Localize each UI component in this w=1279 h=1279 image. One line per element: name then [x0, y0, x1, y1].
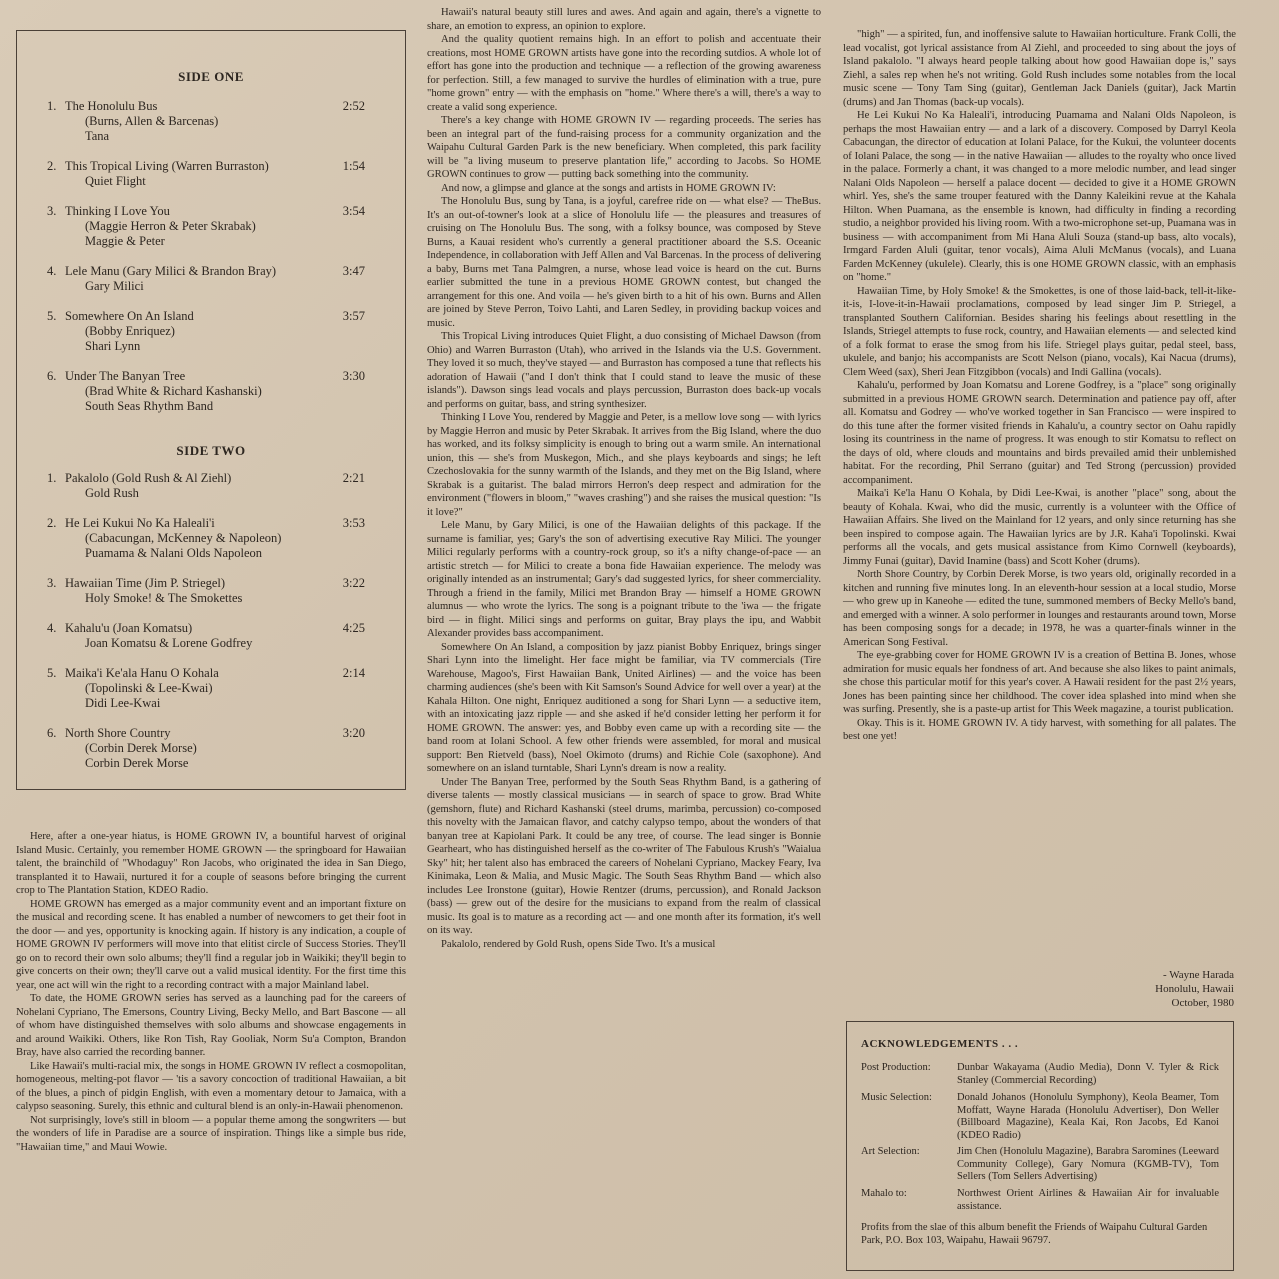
track-heading-line [47, 471, 375, 486]
track-title: Under The Banyan Tree [65, 369, 186, 383]
track-heading-line [47, 726, 375, 741]
track-artist: Maggie & Peter [85, 234, 165, 248]
liner-paragraph: Lele Manu, by Gary Milici, is one of the Hawaiian delights of this package. If the surname is familiar, yes; Gary's the son of advertising executive Ray Milici. The younger Milici regularly performs with a country-rock group, so it's a nifty change-of-pace — an artistic stretch — for Milici to create a bona fide Hawaiian experience. The melody was originally intended as an instrumental; Gary's dad suggested lyrics, for sheer commerciality. Through a friend in the family, Milici met Brandon Bray — himself a HOME GROWN alumnus — who wrote the lyrics. The song is a poignant tribute to the 'iwa — the frigate bird — in flight. Milici sings and performs on guitar, Bray plays the ipu, and Wabbit Alexander provides bass accompaniment. [427, 520, 821, 639]
liner-paragraph: HOME GROWN has emerged as a major community event and an important fixture on the musical and recording scene. It has enabled a number of newcomers to get their foot in the door — and yes, opportunity is knocking again. If history is any indication, a couple of HOME GROWN IV performers will move into that elitist circle of Success Stories. They'll go on to record their own solo albums; they'll find a regular job in Waikiki; they'll begin to give concerts on their own; they'll carve out a valid musical identity. For the first time this year, one act will win the right to a recording contract with a major Mainland label. [16, 898, 406, 991]
track-artist: Gary Milici [85, 279, 144, 293]
liner-paragraph: North Shore Country, by Corbin Derek Morse, is two years old, originally recorded in a kitchen and running five minutes long. In an eleventh-hour session at a local studio, Morse — who grew up in Kaneohe — edited the tune, summoned members of Becky Mello's band, and emerged with a winner. A solo performer in lounges and restaurants around town, Morse has been composing songs for a decade; in 1978, he was a quarter-finals winner in the American Song Festival. [843, 569, 1236, 648]
track-number: 3. [47, 576, 57, 590]
track-title: Lele Manu (Gary Milici & Brandon Bray) [65, 264, 277, 278]
track-heading-line [47, 576, 375, 591]
track-artist: South Seas Rhythm Band [85, 399, 214, 413]
liner-paragraph: Hawaii's natural beauty still lures and awes. And again and again, there's a vignette to share, an emotion to express, an opinion to explore. [427, 7, 821, 32]
track-heading-line [47, 516, 375, 531]
track-title: The Honolulu Bus [65, 99, 158, 113]
track-item [47, 726, 375, 771]
track-credits: (Cabacungan, McKenney & Napoleon) [85, 531, 282, 545]
track-heading-line [47, 621, 375, 636]
acknowledgements-title: ACKNOWLEDGEMENTS . . . [861, 1038, 1019, 1050]
track-title: This Tropical Living (Warren Burraston) [65, 159, 269, 173]
track-credits: (Topolinski & Lee-Kwai) [85, 681, 213, 695]
track-credits: (Bobby Enriquez) [85, 324, 175, 338]
track-item [47, 471, 375, 501]
track-title: North Shore Country [65, 726, 171, 740]
liner-paragraph: The Honolulu Bus, sung by Tana, is a joyful, carefree ride on — what else? — TheBus. It's an out-of-towner's look at a slice of Honolulu life — the pleasures and treasures of cruising on The Honolulu Bus. The song, with a folksy bounce, was composed by Steve Burns, a Kauai resident who's currently a general practitioner aboard the S.S. Oceanic Independence, in collaboration with Jeff Allen and Val Barcenas. In the process of delivering a baby, Burns met Tana Palmgren, a nurse, whose lead voice is heard on the cut. Burns earlier submitted the tune in a previous HOME GROWN contest, but changed the arrangement for this one. And voila — he's given birth to a hit of his own. Burns and Allen are joined by Steve Perron, Toivo Lahti, and Laren Sedley, in providing backup voices and music. [427, 196, 821, 329]
track-heading-line [47, 309, 375, 324]
track-duration: 2:21 [342, 471, 365, 485]
tracklist-box [16, 30, 406, 790]
author-signature [1100, 968, 1234, 1010]
ack-value: Northwest Orient Airlines & Hawaiian Air for invaluable assistance. [957, 1188, 1219, 1212]
ack-value: Dunbar Wakayama (Audio Media), Donn V. Tyler & Rick Stanley (Commercial Recording) [957, 1062, 1219, 1086]
signature-name: - Wayne Harada [1163, 969, 1234, 981]
track-artist: Quiet Flight [85, 174, 146, 188]
track-heading-line [47, 369, 375, 384]
ack-label: Art Selection: [861, 1146, 920, 1157]
ack-label: Mahalo to: [861, 1188, 907, 1199]
track-item [47, 666, 375, 711]
side-one-heading: SIDE ONE [178, 69, 244, 84]
track-artist: Tana [85, 129, 110, 143]
track-item [47, 204, 375, 249]
ack-label: Music Selection: [861, 1092, 932, 1103]
track-title: He Lei Kukui No Ka Haleali'i [65, 516, 215, 530]
track-duration: 4:25 [342, 621, 365, 635]
liner-paragraph: Not surprisingly, love's still in bloom — a popular theme among the songwriters — but the wonders of life in Paradise are a source of inspiration. Things like a simple bus ride, "Hawaiian time," and Maui Wowie. [16, 1114, 406, 1153]
track-item [47, 516, 375, 561]
liner-paragraph: Hawaiian Time, by Holy Smoke! & the Smokettes, is one of those laid-back, tell-it-like-it-is, I-love-it-in-Hawaii proclamations, composed by lead singer Jim P. Striegel, a transplanted Southern Californian. Besides sharing his feelings about resettling in the Islands, Striegel attempts to fuse rock, country, and Hawaiian elements — and selected kind of a folk format to erase the smog from his life. Striegel plays guitar, pedal steel, bass, ukulele, and banjo; his accompanists are Scott Nelson (piano, vocals), Kai Nacua (drums), Clem Weed (sax), Sheri Jean Fitzgibbon (vocals) and Indi Gallina (vocals). [843, 285, 1236, 378]
track-duration: 3:47 [342, 264, 365, 278]
track-item [47, 576, 375, 606]
track-number: 1. [47, 471, 57, 485]
acknowledgements-box [846, 1021, 1234, 1271]
liner-notes-column-3 [843, 28, 1236, 744]
liner-paragraph: Kahalu'u, performed by Joan Komatsu and Lorene Godfrey, is a "place" song originally submitted in a previous HOME GROWN search. Determination and patience pay off, after all. Komatsu and Godrey — who've worked together in San Francisco — were inspired to do this tune after the former visited friends in Kahalu'u, a country sector on Oahu rapidly losing its countriness in the name of progress. It was enough to stir Komatsu to reflect on the days of old, where clouds and mountains and birds prevailed amid their unblemished habitat. For the recording, Phil Serrano (guitar) and Ted Strong (percussion) provided accompaniment. [843, 380, 1236, 486]
track-item [47, 264, 375, 294]
track-credits: (Brad White & Richard Kashanski) [85, 384, 262, 398]
track-title: Thinking I Love You [65, 204, 170, 218]
liner-paragraph: The eye-grabbing cover for HOME GROWN IV is a creation of Bettina B. Jones, whose admiration for music equals her fondness of art. And because she also likes to paint animals, she chose this particular motif for this year's cover. A Hawaii resident for the past 2½ years, Jones has been painting since her childhood. The cover idea splashed into mind when she was surfing. Presently, she is a paste-up artist for This Week magazine, a tourist publication. [843, 650, 1236, 715]
track-number: 6. [47, 726, 57, 740]
liner-paragraph: "high" — a spirited, fun, and inoffensive salute to Hawaiian horticulture. Frank Colli, the lead vocalist, got lyrical assistance from Al Ziehl, and proceeded to sing about the joys of Island pakalolo. "I always heard people talking about how good Hawaiian dope is," says Ziehl, a sales rep when he's not writing. Gold Rush includes some notables from the local music scene — Tony Tam Sing (guitar), Gentleman Jack Daniels (guitar), Jack Martin (drums) and Jan Thomas (back-up vocals). [843, 29, 1236, 108]
liner-paragraph: Under The Banyan Tree, performed by the South Seas Rhythm Band, is a gathering of diverse talents — mostly classical musicians — in search of space to grow. Brad White (gemshorn, flute) and Richard Kashanski (steel drums, marimba, percussion) co-composed this novelty with the Jamaican flavor, and catchy calypso tempo, about the wonders of that banyan tree at Kapiolani Park. It could be any tree, of course. The lead singer is Bonnie Gearheart, who has distinguished herself as the co-writer of The Fabulous Krush's "Waialua Sky" hit; her talent also has embraced the careers of Nohelani Cypriano, Mackey Feary, Iva Kinimaka, Leon & Malia, and Music Magic. The South Seas Rhythm Band — which also includes Lee Ironstone (guitar), Howie Rentzer (drums, percussion), and Ronald Jackson (bass) — grew out of the desire for the musicians to expand from the realm of classical music. Its goal is to mature as a recording act — and one month after its formation, it's well on its way. [427, 776, 821, 936]
liner-paragraph: Pakalolo, rendered by Gold Rush, opens Side Two. It's a musical [441, 938, 716, 950]
side-two-heading: SIDE TWO [176, 443, 246, 458]
ack-label: Post Production: [861, 1062, 931, 1073]
signature-location: Honolulu, Hawaii [1155, 983, 1234, 995]
track-duration: 1:54 [342, 159, 365, 173]
track-number: 5. [47, 309, 57, 323]
track-title: Pakalolo (Gold Rush & Al Ziehl) [65, 471, 232, 485]
track-credits: (Corbin Derek Morse) [85, 741, 197, 755]
side-one-tracks [47, 99, 375, 429]
track-title: Kahalu'u (Joan Komatsu) [65, 621, 193, 635]
track-duration: 3:54 [342, 204, 365, 218]
track-number: 5. [47, 666, 57, 680]
track-duration: 3:30 [342, 369, 365, 383]
track-artist: Joan Komatsu & Lorene Godfrey [85, 636, 253, 650]
track-artist: Shari Lynn [85, 339, 141, 353]
track-duration: 3:57 [342, 309, 365, 323]
track-artist: Corbin Derek Morse [85, 756, 189, 770]
track-title: Somewhere On An Island [65, 309, 194, 323]
liner-paragraph: And now, a glimpse and glance at the songs and artists in HOME GROWN IV: [441, 182, 776, 194]
track-item [47, 159, 375, 189]
track-number: 3. [47, 204, 57, 218]
track-number: 2. [47, 516, 57, 530]
liner-notes-column-2 [427, 6, 821, 951]
liner-paragraph: Here, after a one-year hiatus, is HOME GROWN IV, a bountiful harvest of original Island Music. Certainly, you remember HOME GROWN — the springboard for Hawaiian talent, the brainchild of "Whodaguy" Ron Jacobs, who originated the idea in San Diego, transplanted it to Hawaii, nurtured it for a couple of seasons before bringing the current crop to The Plantation Station, KDEO Radio. [16, 831, 406, 896]
track-item [47, 309, 375, 354]
track-heading-line [47, 99, 375, 114]
track-heading-line [47, 159, 375, 174]
track-heading-line [47, 666, 375, 681]
track-credits: (Burns, Allen & Barcenas) [85, 114, 219, 128]
track-credits: (Maggie Herron & Peter Skrabak) [85, 219, 256, 233]
track-number: 6. [47, 369, 57, 383]
track-duration: 3:20 [342, 726, 365, 740]
side-two-tracks [47, 471, 375, 786]
track-number: 1. [47, 99, 57, 113]
track-duration: 2:14 [342, 666, 365, 680]
liner-paragraph: Thinking I Love You, rendered by Maggie and Peter, is a mellow love song — with lyrics by Maggie Herron and music by Peter Skrabak. It arrives from the Big Island, where the duo has worked, and its folksy simplicity is enough to bring out a warm smile. An international union, this — she's from Muskegon, Mich., and she plays keyboards and sings; he left Czechoslovakia for the sunny warmth of the Islands, and they met on the Big Island, where Skrabak is a guitarist. The balad mirrors Herron's deep respect and admiration for the environment ("flowers in bloom," "waves crashing") and she raises the musical question: "Is it love?" [427, 412, 822, 518]
liner-paragraph: To date, the HOME GROWN series has served as a launching pad for the careers of Nohelani Cypriano, The Emersons, Country Living, Becky Mello, and Bart Bascone — all of whom have distinguished themselves with solo albums and showcase engagements in and around Waikiki. Others, like Ron Tish, Ray Gooliak, Norm Su'a Compton, Brandon Bray, have also carried the recording banner. [16, 993, 406, 1058]
track-duration: 2:52 [342, 99, 365, 113]
liner-paragraph: This Tropical Living introduces Quiet Flight, a duo consisting of Michael Dawson (from Ohio) and Warren Burraston (Utah), who arrived in the Islands via the U.S. Government. They loved it so much, they've stayed — and Burraston has composed a tune that reflects his adoration of Hawaii ("and I don't think that I could stand to leave the music of these islands"). Dawson sings lead vocals and plays percussion, Burraston does back-up vocals and performs on guitar, bass, and string synthesizer. [427, 331, 821, 410]
track-heading-line [47, 204, 375, 219]
ack-footer: Profits from the slae of this album benefit the Friends of Waipahu Cultural Garden Park, P.O. Box 103, Waipahu, Hawaii 96797. [861, 1222, 1208, 1246]
ack-value: Jim Chen (Honolulu Magazine), Barabra Saromines (Leeward Community College), Gary Nomura (KGMB-TV), Tom Sellers (Tom Sellers Advertising) [957, 1146, 1219, 1182]
liner-paragraph: Maika'i Ke'la Hanu O Kohala, by Didi Lee-Kwai, is another "place" song, about the beauty of Kohala. Kwai, who did the music, currently is a volunteer with the Office of Hawaiian Affairs. She lived on the Mainland for 12 years, and only since returning has she been inspired to compose again. The Hawaiian lyrics are by J.R. Kaha'i Topolinski. Kwai performs all the vocals, and gets musical assistance from Kimo Cornwell (keyboards), Jimmy Funai (guitar), David Inamine (bass) and Scott Koher (drums). [843, 488, 1236, 567]
liner-paragraph: He Lei Kukui No Ka Haleali'i, introducing Puamama and Nalani Olds Napoleon, is perhaps the most Hawaiian entry — and a lark of a discovery. Composed by Darryl Keola Cabacungan, the director of education at Iolani Palace, for the Kukui, the volunteer docents of Iolani Palace, the song — in the native Hawaiian — alludes to the royalty who once lived in the palace. Formerly a chant, it was changed to a more melodic number, and lead singer Nalani Olds Napoleon — herself a palace docent — decided to give it a HOME GROWN whirl. Yes, she's the same trouper featured with the Danny Kaleikini revue at the Kahala Hilton. When Puamana, as the ensemble is known, had difficulty in finding a recording studio, a neighbor provided his living room. With a two-microphone set-up, Puamana was in business — with accompaniment from Mi Hana Aluli Souza (stand-up bass, alto vocals), Irmgard Farden Aluli (guitar, tenor vocals), Aima Aluli McManus (vocals), and Luana Farden McKenney (ukulele). Clearly, this is one HOME GROWN classic, with an emphasis on "home." [843, 110, 1236, 283]
liner-paragraph: There's a key change with HOME GROWN IV — regarding proceeds. The series has been an integral part of the fund-raising process for a community organization and the Waipahu Cultural Garden Park is the new beneficiary. When completed, this park facility will be "a living museum to preserve plantation life," according to Jacobs. So HOME GROWN continues to grow — putting back something into the community. [427, 115, 821, 180]
track-number: 4. [47, 621, 57, 635]
liner-paragraph: Somewhere On An Island, a composition by jazz pianist Bobby Enriquez, brings singer Shari Lynn into the limelight. Her face might be familiar, via TV commercials (Tire Warehouse, Magoo's, First Hawaiian Bank, United Airlines) — and the voice has been charming audiences (she's been with Kit Samson's Sound Advice for well over a year) at the Kahala Hilton. One night, Enriquez auditioned a song for Shari Lynn — a seductive item, with an intoxicating jazz ripple — and she asked if he'd consider letting her perform it for HOME GROWN. The answer: yes, and Bobby even came up with a recording site — the band room at Iolani School. A few other friends were assembled, for moral and musical support: Ben Rietveld (bass), Noel Okimoto (drums) and Richie Cole (saxophone). And somewhere on an island turntable, Shari Lynn's dream is now a reality. [427, 641, 821, 774]
signature-date: October, 1980 [1171, 997, 1234, 1009]
liner-notes-column-1 [16, 830, 406, 1154]
track-artist: Gold Rush [85, 486, 139, 500]
track-item [47, 369, 375, 414]
track-item [47, 99, 375, 144]
track-title: Maika'i Ke'ala Hanu O Kohala [65, 666, 219, 680]
liner-paragraph: Okay. This is it. HOME GROWN IV. A tidy harvest, with something for all palates. The best one yet! [843, 717, 1236, 742]
track-number: 4. [47, 264, 57, 278]
track-artist: Holy Smoke! & The Smokettes [85, 591, 243, 605]
track-artist: Didi Lee-Kwai [85, 696, 161, 710]
track-duration: 3:53 [342, 516, 365, 530]
ack-value: Donald Johanos (Honolulu Symphony), Keola Beamer, Tom Moffatt, Wayne Harada (Honolulu Advertiser), Don Weller (Billboard Magazine), Keala Kai, Ron Jacobs, Ed Kanoi (KDEO Radio) [957, 1092, 1219, 1141]
track-title: Hawaiian Time (Jim P. Striegel) [65, 576, 226, 590]
track-item [47, 621, 375, 651]
track-duration: 3:22 [342, 576, 365, 590]
liner-paragraph: Like Hawaii's multi-racial mix, the songs in HOME GROWN IV reflect a cosmopolitan, homogeneous, melting-pot flavor — 'tis a savory concoction of traditional Hawaiian, a bit of the blues, a pinch of pidgin English, with even a momentary detour to Jamaica, with a calypso seasoning. Surely, this ethnic and cultural blend is an only-in-Hawaii phenomenon. [16, 1060, 406, 1112]
liner-paragraph: And the quality quotient remains high. In an effort to polish and accentuate their creations, most HOME GROWN artists have gone into the recording sutdios. A whole lot of effort has gone into the production and technique — a reflection of the growing awareness for perfection. Still, a few managed to survive the hurdles of elimination with a true, pure "home grown" entry — with the emphasis on "home." Where there's a will, there's a way to create a valid song experience. [427, 34, 821, 113]
track-heading-line [47, 264, 375, 279]
track-artist: Puamama & Nalani Olds Napoleon [85, 546, 263, 560]
track-number: 2. [47, 159, 57, 173]
